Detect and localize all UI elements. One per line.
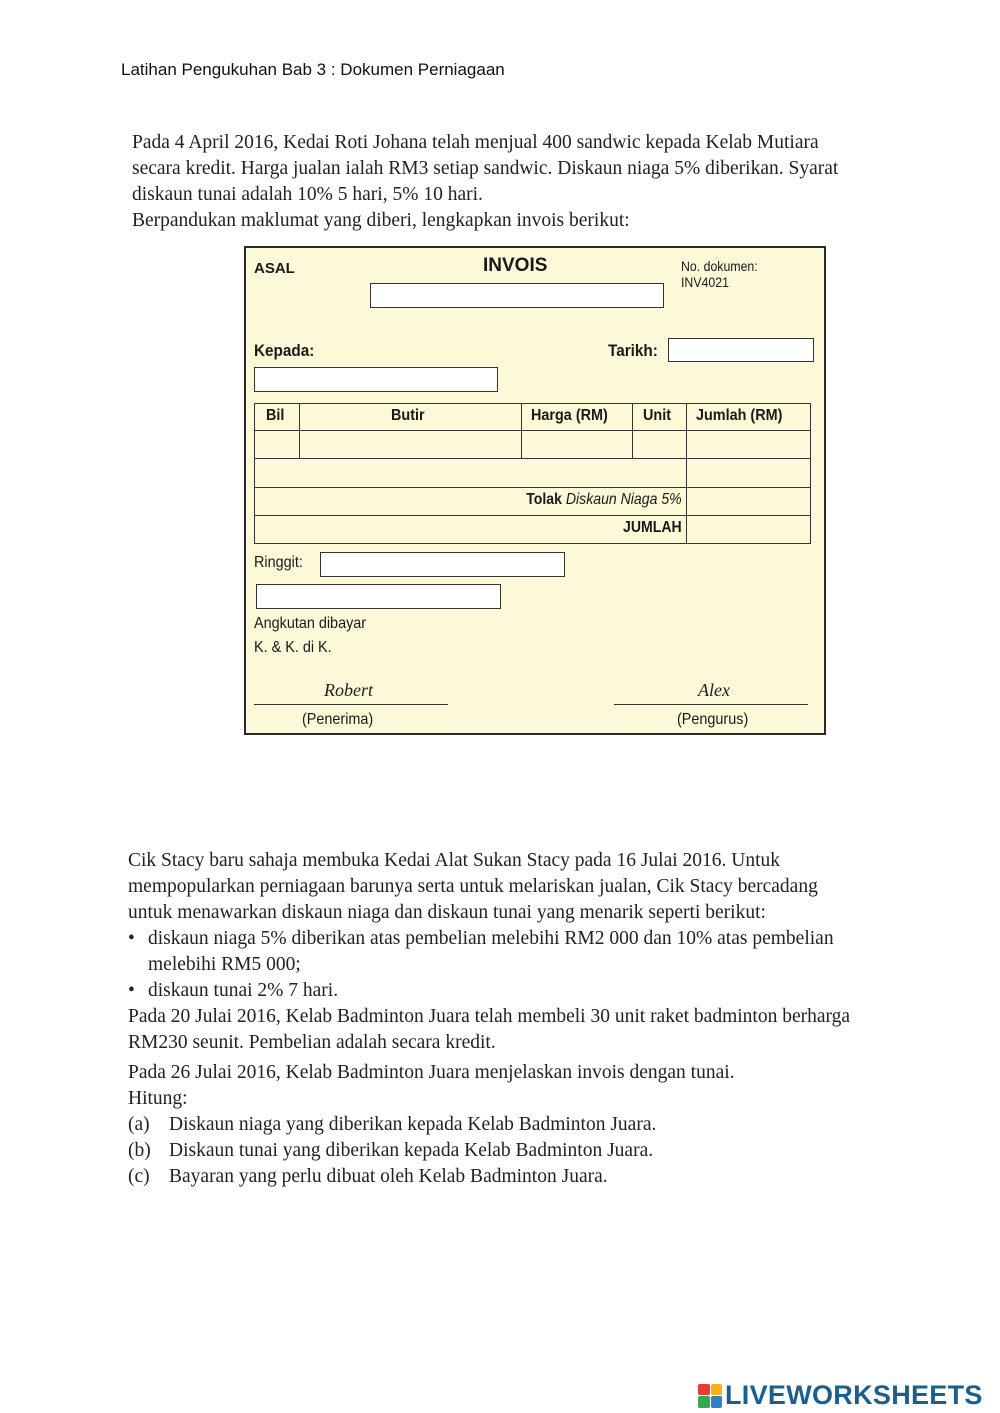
manager-signature: Alex xyxy=(698,680,730,700)
question-1-line: secara kredit. Harga jualan ialah RM3 setiap sandwic. Diskaun niaga 5% diberikan. Syarat xyxy=(132,158,839,179)
penerima-caption: (Penerima) xyxy=(302,711,374,728)
ringgit-words-field[interactable] xyxy=(320,552,565,577)
logo-square xyxy=(698,1396,710,1408)
list-item: • diskaun tunai 2% 7 hari. xyxy=(128,980,339,1001)
terms-note: K. & K. di K. xyxy=(254,639,332,656)
question-1-text xyxy=(132,130,962,234)
question-2-line: RM230 seunit. Pembelian adalah secara kredit. xyxy=(128,1032,496,1053)
part-c: (c) Bayaran yang perlu dibuat oleh Kelab Badminton Juara. xyxy=(128,1166,608,1187)
column-header-bil: Bil xyxy=(266,407,285,424)
receiver-signature: Robert xyxy=(324,680,373,700)
column-header-jumlah: Jumlah (RM) xyxy=(696,407,783,424)
item-bil-cell[interactable] xyxy=(255,431,299,458)
manager-signature-line xyxy=(614,704,808,705)
trade-discount-text: Diskaun Niaga 5% xyxy=(566,491,682,508)
invoice-doc-number: No. dokumen: INV4021 xyxy=(681,258,758,290)
invoice-form xyxy=(244,246,826,735)
question-1-line: Berpandukan maklumat yang diberi, lengkapkan invois berikut: xyxy=(132,210,630,231)
pengurus-caption: (Pengurus) xyxy=(677,711,749,728)
liveworksheets-logo-icon xyxy=(698,1384,722,1408)
kepada-label: Kepada: xyxy=(254,341,315,360)
ringgit-label: Ringgit: xyxy=(254,554,303,571)
tarikh-label: Tarikh: xyxy=(608,341,658,360)
ringgit-words-field-2[interactable] xyxy=(256,584,501,609)
list-item: • diskaun niaga 5% diberikan atas pembelian melebihi RM2 000 dan 10% atas pembelian melebihi RM5 000; xyxy=(128,928,834,975)
tolak-text: Tolak xyxy=(526,491,563,508)
subtotal-cell[interactable] xyxy=(686,459,810,487)
question-2-line: Cik Stacy baru sahaja membuka Kedai Alat Sukan Stacy pada 16 Julai 2016. Untuk xyxy=(128,850,781,871)
item-butir-cell[interactable] xyxy=(299,431,521,458)
hitung-label: Hitung: xyxy=(128,1088,188,1109)
recipient-field[interactable] xyxy=(254,367,498,392)
freight-note: Angkutan dibayar xyxy=(254,615,367,632)
item-jumlah-cell[interactable] xyxy=(686,431,810,458)
receiver-signature-line xyxy=(254,704,448,705)
date-field[interactable] xyxy=(668,338,814,362)
total-cell[interactable] xyxy=(686,516,810,543)
question-2-line: Pada 26 Julai 2016, Kelab Badminton Juara menjelaskan invois dengan tunai. xyxy=(128,1062,735,1083)
trade-discount-row xyxy=(254,487,811,516)
logo-square xyxy=(711,1396,723,1408)
trade-discount-label xyxy=(527,491,682,509)
discount-terms-list xyxy=(128,926,978,1004)
question-1-line: diskaun tunai adalah 10% 5 hari, 5% 10 hari. xyxy=(132,184,483,205)
question-2-line: untuk menawarkan diskaun niaga dan diskaun tunai yang menarik seperti berikut: xyxy=(128,902,766,923)
item-unit-cell[interactable] xyxy=(632,431,686,458)
invoice-title: INVOIS xyxy=(483,255,548,276)
liveworksheets-brand[interactable] xyxy=(698,1380,983,1411)
invoice-asal-label: ASAL xyxy=(254,260,295,277)
sender-name-field[interactable] xyxy=(370,283,664,308)
brand-name: LIVEWORKSHEETS xyxy=(725,1380,983,1410)
item-harga-cell[interactable] xyxy=(521,431,632,458)
invoice-table-header xyxy=(254,403,811,432)
invoice-item-row xyxy=(254,430,811,459)
column-header-unit: Unit xyxy=(643,407,671,424)
total-label: JUMLAH xyxy=(623,519,682,536)
logo-square xyxy=(711,1384,723,1396)
question-2-line: mempopularkan perniagaan barunya serta untuk melariskan jualan, Cik Stacy bercadang xyxy=(128,876,818,897)
question-2-line: Pada 20 Julai 2016, Kelab Badminton Juara telah membeli 30 unit raket badminton berharga xyxy=(128,1006,851,1027)
question-2-text xyxy=(128,848,978,1190)
worksheet-title: Latihan Pengukuhan Bab 3 : Dokumen Perniagaan xyxy=(121,60,505,79)
question-1-line: Pada 4 April 2016, Kedai Roti Johana telah menjual 400 sandwic kepada Kelab Mutiara xyxy=(132,132,819,153)
part-b: (b) Diskaun tunai yang diberikan kepada Kelab Badminton Juara. xyxy=(128,1140,654,1161)
trade-discount-cell[interactable] xyxy=(686,488,810,515)
part-a: (a) Diskaun niaga yang diberikan kepada Kelab Badminton Juara. xyxy=(128,1114,657,1135)
column-header-harga: Harga (RM) xyxy=(531,407,608,424)
subtotal-row xyxy=(254,458,811,488)
logo-square xyxy=(698,1384,710,1396)
column-header-butir: Butir xyxy=(391,407,425,424)
total-row xyxy=(254,515,811,544)
